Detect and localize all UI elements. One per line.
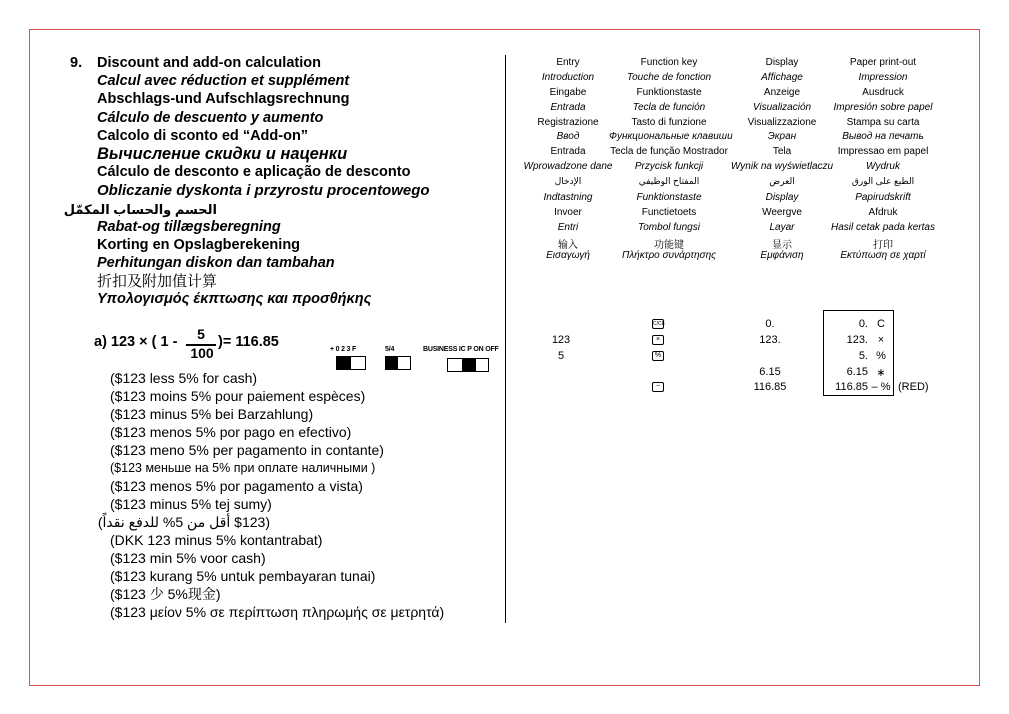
- section-title: Rabat-og tillægsberegning: [97, 218, 281, 235]
- header-cell-entry: Invoer: [554, 207, 582, 218]
- description-line: ($123 меньше на 5% при оплате наличными ): [110, 461, 376, 475]
- header-cell-print: Impresión sobre papel: [833, 102, 933, 113]
- section-title: Υπολογισμός έκπτωσης και προσθήκης: [97, 291, 372, 308]
- header-cell-function-key: Πλήκτρο συνάρτησης: [621, 250, 716, 261]
- red-print-note: (RED): [898, 381, 929, 393]
- section-title: Cálculo de descuento y aumento: [97, 109, 324, 126]
- description-line: ($123 أقل من 5% للدفع نقداً): [97, 514, 270, 530]
- switch-1-label: + 0 2 3 F: [330, 346, 357, 353]
- display-value: 0.: [765, 318, 775, 330]
- header-cell-print: Afdruk: [868, 207, 898, 218]
- switch-2-knob: [386, 357, 398, 369]
- section-title: 折扣及附加值计算: [97, 273, 218, 291]
- print-symbol: – %: [871, 381, 891, 393]
- print-value: 5.: [858, 350, 868, 362]
- header-cell-entry: Entrada: [550, 146, 586, 157]
- header-cell-display: Display: [765, 57, 799, 68]
- header-cell-function-key: Функциональные клавиши: [609, 131, 733, 142]
- header-cell-function-key: Funktionstaste: [636, 87, 702, 98]
- function-key[interactable]: −: [652, 382, 664, 392]
- example-numerator: 5: [197, 326, 205, 342]
- switch-3-label: BUSINESS IC P ON OFF: [423, 346, 499, 353]
- header-cell-function-key: Touche de fonction: [626, 72, 712, 83]
- display-value: 6.15: [759, 366, 781, 378]
- header-cell-print: Ausdruck: [862, 87, 904, 98]
- description-line: ($123 menos 5% por pagamento a vista): [110, 478, 363, 494]
- print-value: 123.: [846, 334, 868, 346]
- header-cell-print: 打印: [873, 240, 893, 251]
- header-cell-entry: Wprowadzone dane: [523, 161, 613, 172]
- section-title: Perhitungan diskon dan tambahan: [97, 255, 335, 272]
- header-cell-print: Papirudskrift: [855, 192, 911, 203]
- header-cell-entry: Indtastning: [543, 192, 593, 203]
- header-cell-entry: Eingabe: [549, 87, 587, 98]
- header-cell-function-key: Funktionstaste: [636, 192, 702, 203]
- header-cell-display: العرض: [769, 176, 795, 186]
- header-cell-entry: Entri: [557, 222, 579, 233]
- header-cell-display: Layar: [769, 222, 795, 233]
- description-line: ($123 min 5% voor cash): [110, 550, 266, 566]
- switch-1[interactable]: [336, 356, 366, 370]
- operation-entry: 5: [557, 350, 565, 362]
- header-cell-print: الطبع على الورق: [851, 176, 915, 186]
- section-title: Korting en Opslagberekening: [97, 236, 301, 253]
- paper-printout-box: [823, 310, 894, 396]
- switch-1-knob: [337, 357, 351, 369]
- switch-3-knob: [462, 359, 476, 371]
- function-key[interactable]: C/CE: [653, 321, 665, 327]
- header-cell-print: Wydruk: [866, 161, 900, 172]
- header-cell-display: Visualizzazione: [747, 117, 817, 128]
- description-line: ($123 moins 5% pour paiement espèces): [110, 388, 366, 404]
- header-cell-display: 显示: [772, 240, 792, 251]
- description-line: ($123 少 5%现金): [110, 586, 221, 602]
- header-cell-display: Visualización: [752, 102, 812, 113]
- section-title: Obliczanie dyskonta i przyrostu procentowego: [97, 182, 430, 200]
- header-cell-print: Paper print-out: [849, 57, 917, 68]
- display-value: 123.: [759, 334, 781, 346]
- header-cell-print: Εκτύπωση σε χαρτί: [840, 250, 926, 261]
- switch-2-label: 5/4: [385, 346, 395, 353]
- description-line: ($123 minus 5% bei Barzahlung): [110, 406, 314, 422]
- description-line: ($123 menos 5% por pago en efectivo): [110, 424, 352, 440]
- column-divider: [505, 55, 506, 623]
- header-cell-display: Affichage: [761, 72, 803, 83]
- section-title: الحسم والحساب المكمّل: [63, 201, 217, 217]
- header-cell-entry: Entrada: [550, 102, 586, 113]
- section-title: Вычисление скидки и наценки: [97, 144, 348, 163]
- print-symbol: C: [877, 318, 885, 330]
- header-cell-function-key: Function key: [640, 57, 698, 68]
- section-titles: [63, 55, 430, 310]
- header-cell-display: Anzeige: [763, 87, 801, 98]
- header-cell-function-key: Functietoets: [641, 207, 697, 218]
- header-cell-function-key: Tecla de función: [632, 102, 706, 113]
- section-title: Discount and add-on calculation: [97, 55, 321, 71]
- header-cell-display: Weergve: [762, 207, 802, 218]
- header-cell-display: Экран: [767, 131, 797, 142]
- description-line: ($123 meno 5% per pagamento in contante): [110, 442, 384, 458]
- switch-3[interactable]: [447, 358, 489, 372]
- function-key[interactable]: %: [652, 351, 664, 361]
- example-result: )= 116.85: [218, 334, 279, 350]
- function-key[interactable]: ×: [652, 335, 664, 345]
- example-label: a) 123 × ( 1 -: [94, 334, 178, 350]
- header-cell-entry: Introduction: [541, 72, 595, 83]
- description-line: ($123 less 5% for cash): [110, 370, 258, 386]
- operation-entry: 123: [551, 334, 571, 346]
- description-line: (DKK 123 minus 5% kontantrabat): [110, 532, 323, 548]
- header-cell-print: Impression: [858, 72, 908, 83]
- print-value: 116.85: [835, 381, 868, 393]
- header-cell-display: Εμφάνιση: [760, 250, 804, 261]
- header-cell-display: Wynik na wyświetlaczu: [730, 161, 834, 172]
- section-number: 9.: [70, 55, 83, 71]
- header-cell-function-key: المفتاح الوظيفي: [638, 176, 700, 186]
- example-denominator: 100: [190, 345, 214, 361]
- header-cell-display: Tela: [772, 146, 792, 157]
- header-cell-print: Impressao em papel: [837, 146, 929, 157]
- print-symbol: %: [876, 350, 886, 362]
- header-cell-entry: Entry: [556, 57, 580, 68]
- header-cell-function-key: Tombol fungsi: [638, 222, 700, 233]
- description-line: ($123 minus 5% tej sumy): [110, 496, 272, 512]
- print-symbol: ×: [877, 334, 885, 346]
- header-cell-function-key: 功能键: [654, 240, 684, 251]
- header-cell-function-key: Tecla de função Mostrador: [610, 146, 728, 157]
- section-title: Cálculo de desconto e aplicação de desconto: [97, 164, 411, 181]
- display-value: 116.85: [753, 381, 787, 393]
- header-cell-print: Hasil cetak pada kertas: [831, 222, 935, 233]
- header-cell-entry: Ввод: [556, 131, 580, 142]
- header-cell-entry: 输入: [558, 240, 578, 251]
- header-cell-entry: Registrazione: [537, 117, 599, 128]
- switch-2[interactable]: [385, 356, 411, 370]
- header-cell-function-key: Tasto di funzione: [631, 117, 707, 128]
- description-line: ($123 μείον 5% σε περίπτωση πληρωμής σε μετρητά): [110, 604, 445, 620]
- header-cell-function-key: Przycisk funkcji: [634, 161, 704, 172]
- header-cell-entry: Εισαγωγή: [546, 250, 590, 261]
- print-value: 0.: [858, 318, 868, 330]
- description-line: ($123 kurang 5% untuk pembayaran tunai): [110, 568, 376, 584]
- section-title: Calcolo di sconto ed “Add-on”: [97, 127, 309, 144]
- section-title: Abschlags-und Aufschlagsrechnung: [97, 91, 350, 108]
- header-cell-print: Stampa su carta: [846, 117, 920, 128]
- header-cell-display: Display: [765, 192, 799, 203]
- header-cell-print: Вывод на печать: [842, 131, 924, 142]
- print-value: 6.15: [846, 366, 868, 378]
- section-title: Calcul avec réduction et supplément: [97, 73, 350, 90]
- header-cell-entry: الإدخال: [554, 176, 582, 186]
- description-list: [97, 370, 445, 622]
- print-symbol: ∗: [876, 367, 886, 379]
